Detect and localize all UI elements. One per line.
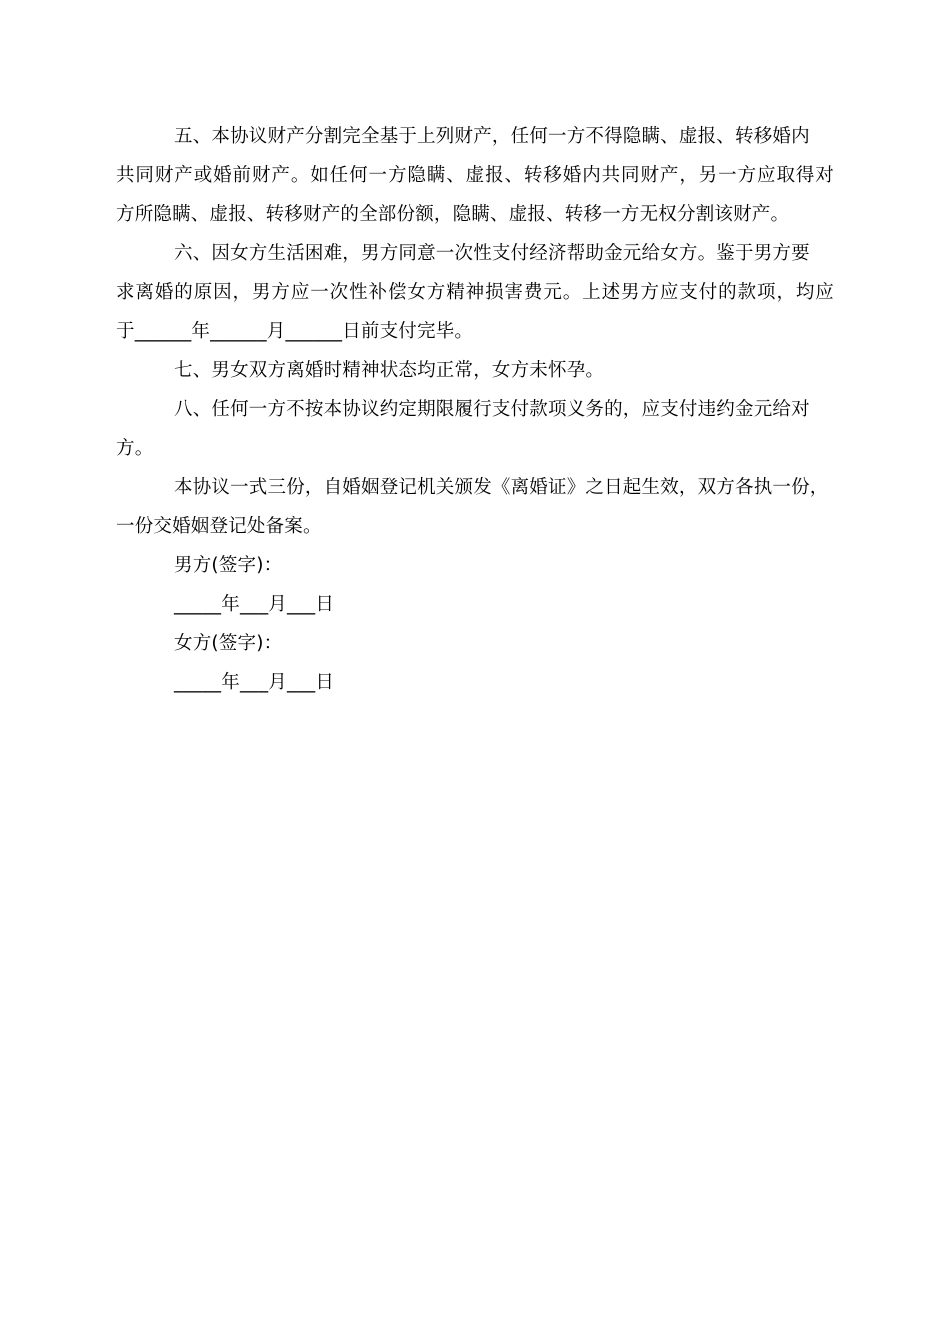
clause-6-line-2: 求离婚的原因，男方应一次性补偿女方精神损害费元。上述男方应支付的款项，均应 <box>116 282 834 303</box>
female-signature-date: _____年___月___日 <box>174 672 335 693</box>
clause-8-line-2: 方。 <box>116 438 154 459</box>
male-signature-date: _____年___月___日 <box>174 594 335 615</box>
clause-5-line-3: 方所隐瞒、虚报、转移财产的全部份额，隐瞒、虚报、转移一方无权分割该财产。 <box>116 204 790 225</box>
clause-6-line-3: 于______年______月______日前支付完毕。 <box>116 321 474 342</box>
effect-clause-line-1: 本协议一式三份，自婚姻登记机关颁发《离婚证》之日起生效，双方各执一份， <box>174 477 829 498</box>
effect-clause-line-2: 一份交婚姻登记处备案。 <box>116 516 322 537</box>
clause-7-line-1: 七、男女双方离婚时精神状态均正常，女方未怀孕。 <box>174 360 605 381</box>
clause-6-line-1: 六、因女方生活困难，男方同意一次性支付经济帮助金元给女方。鉴于男方要 <box>174 243 810 264</box>
clause-8-line-1: 八、任何一方不按本协议约定期限履行支付款项义务的，应支付违约金元给对 <box>174 399 810 420</box>
female-signature-label: 女方(签字)： <box>174 633 283 654</box>
clause-5-line-2: 共同财产或婚前财产。如任何一方隐瞒、虚报、转移婚内共同财产，另一方应取得对 <box>116 165 834 186</box>
clause-5-line-1: 五、本协议财产分割完全基于上列财产，任何一方不得隐瞒、虚报、转移婚内 <box>174 126 810 147</box>
male-signature-label: 男方(签字)： <box>174 555 283 576</box>
